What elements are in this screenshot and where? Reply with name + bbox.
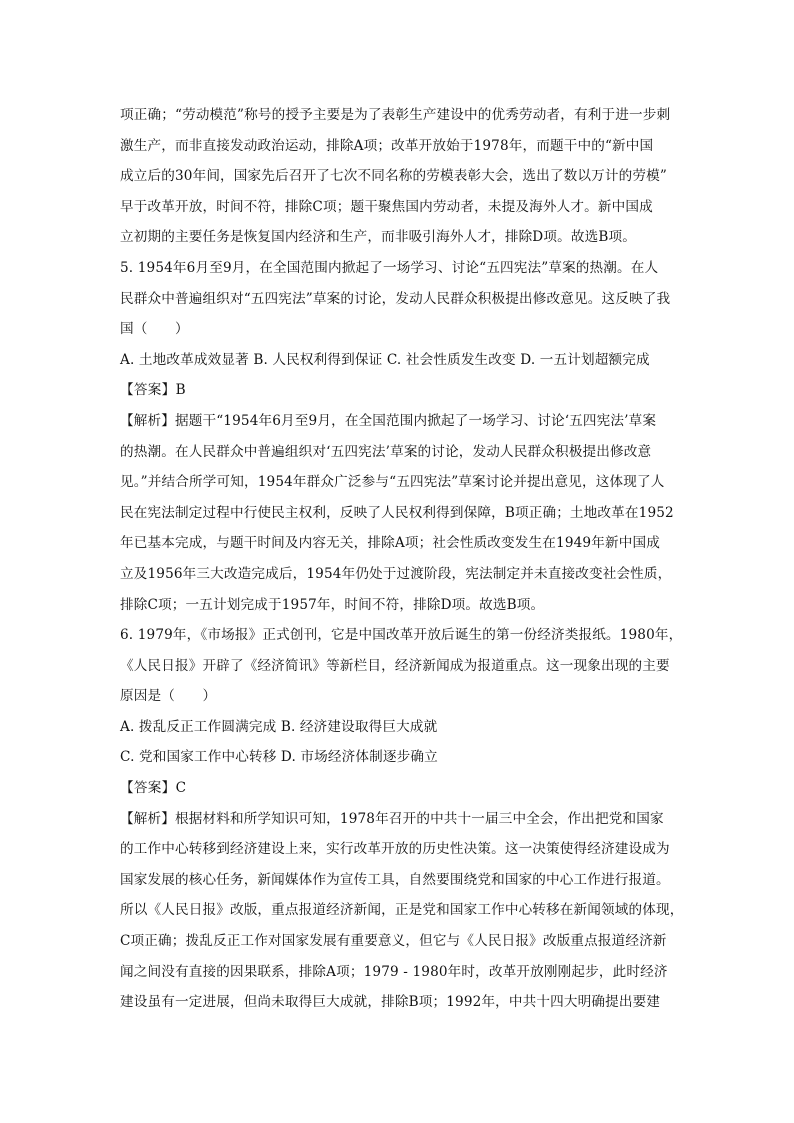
question-5-analysis: 【解析】据题干“1954年6月至9月，在全国范围内掀起了一场学习、讨论‘五四宪法’草案	[120, 412, 657, 429]
text-line: 立初期的主要任务是恢复国内经济和生产，而非吸引海外人才，排除D项。故选B项。	[120, 229, 636, 246]
question-5-stem: 国（ ）	[120, 321, 189, 338]
question-5-analysis: 见。”并结合所学可知，1954年群众广泛参与“五四宪法”草案讨论并提出意见，这体现了人	[120, 474, 665, 491]
question-5-analysis: 的热潮。在人民群众中普遍组织对‘五四宪法’草案的讨论，发动人民群众积极提出修改意	[120, 443, 652, 460]
question-6-stem: 6. 1979年，《市场报》正式创刊，它是中国改革开放后诞生的第一份经济类报纸。1980年，	[120, 627, 683, 644]
question-5-analysis: 立及1956年三大改造完成后，1954年仍处于过渡阶段，宪法制定并未直接改变社会性质，	[120, 565, 672, 582]
question-5-stem: 5. 1954年6月至9月，在全国范围内掀起了一场学习、讨论“五四宪法”草案的热潮。在人	[120, 259, 659, 276]
question-6-stem: 原因是（ ）	[120, 688, 217, 705]
text-line: 成立后的30年间，国家先后召开了七次不同名称的劳模表彰大会，选出了数以万计的劳模”	[120, 168, 667, 185]
question-5-answer: 【答案】B	[120, 382, 186, 399]
question-5-options: A. 土地改革成效显著 B. 人民权利得到保证 C. 社会性质发生改变 D. 一五计划超额完成	[120, 351, 650, 368]
question-5-analysis: 年已基本完成，与题干时间及内容无关，排除A项；社会性质改变发生在1949年新中国成	[120, 535, 660, 552]
question-6-analysis: C项正确；拨乱反正工作对国家发展有重要意义，但它与《人民日报》改版重点报道经济新	[120, 933, 667, 950]
question-6-analysis: 所以《人民日报》改版，重点报道经济新闻，正是党和国家工作中心转移在新闻领域的体现，	[120, 902, 684, 919]
question-6-analysis: 的工作中心转移到经济建设上来，实行改革开放的历史性决策。这一决策使得经济建设成为	[120, 841, 670, 858]
question-6-analysis: 【解析】根据材料和所学知识可知，1978年召开的中共十一届三中全会，作出把党和国家	[120, 810, 664, 827]
text-line: 早于改革开放，时间不符，排除C项；题干聚焦国内劳动者，未提及海外人才。新中国成	[120, 198, 653, 215]
document-body	[120, 100, 684, 1018]
question-6-analysis: 建设虽有一定进展，但尚未取得巨大成就，排除B项；1992年，中共十四大明确提出要建	[120, 994, 661, 1011]
question-5-analysis: 排除C项；一五计划完成于1957年，时间不符，排除D项。故选B项。	[120, 596, 545, 613]
question-6-answer: 【答案】C	[120, 780, 187, 797]
question-6-analysis: 闻之间没有直接的因果联系，排除A项；1979 - 1980年时，改革开放刚刚起步，此时经济	[120, 963, 668, 980]
question-6-analysis: 国家发展的核心任务，新闻媒体作为宣传工具，自然要围绕党和国家的中心工作进行报道。	[120, 871, 670, 888]
question-5-analysis: 民在宪法制定过程中行使民主权利，反映了人民权利得到保障，B项正确；土地改革在1952	[120, 504, 674, 521]
question-6-stem: 《人民日报》开辟了《经济简讯》等新栏目，经济新闻成为报道重点。这一现象出现的主要	[120, 657, 670, 674]
question-6-options: C. 党和国家工作中心转移 D. 市场经济体制逐步确立	[120, 749, 438, 766]
text-line: 激生产，而非直接发动政治运动，排除A项；改革开放始于1978年，而题干中的“新中国	[120, 137, 654, 154]
text-line: 项正确；“劳动模范”称号的授予主要是为了表彰生产建设中的优秀劳动者，有利于进一步刺	[120, 107, 671, 123]
question-5-stem: 民群众中普遍组织对“五四宪法”草案的讨论，发动人民群众积极提出修改意见。这反映了我	[120, 290, 671, 307]
question-6-options: A. 拨乱反正工作圆满完成 B. 经济建设取得巨大成就	[120, 718, 438, 735]
